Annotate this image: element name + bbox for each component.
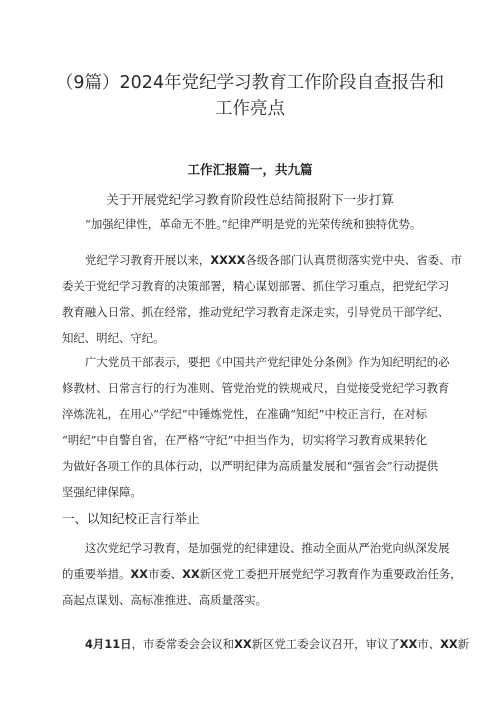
paragraph-2-line-5: 为做好各项工作的具体行动，以严明纪律为高质量发展和“强省会”行动提供 bbox=[62, 459, 439, 473]
redacted-placeholder: XX bbox=[440, 637, 458, 651]
redacted-placeholder: XXXX bbox=[210, 253, 246, 267]
paragraph-3 bbox=[62, 535, 462, 613]
quote-paragraph bbox=[62, 214, 454, 234]
document-title bbox=[40, 70, 460, 122]
paragraph-3-line-2: 的重要举措。XX市委、XX新区党工委把开展党纪学习教育作为重要政治任务， bbox=[62, 567, 462, 581]
report-title: 关于开展党纪学习教育阶段性总结简报附下一步打算 bbox=[106, 192, 394, 207]
paragraph-1 bbox=[62, 247, 462, 351]
paragraph-4 bbox=[62, 631, 470, 657]
title-line-1: （9篇）2024年党纪学习教育工作阶段自查报告和 bbox=[55, 73, 445, 93]
paragraph-2-line-1: 广大党员干部表示，要把《中国共产党纪律处分条例》作为知纪明纪的必 bbox=[85, 355, 450, 369]
date-label: 4月11日 bbox=[85, 637, 132, 651]
paragraph-2-line-4: “明纪”中自警自省，在严格“守纪”中担当作为，切实将学习教育成果转化 bbox=[62, 433, 428, 447]
section-heading: 工作汇报篇一，共九篇 bbox=[187, 162, 313, 177]
title-line-2: 工作亮点 bbox=[215, 99, 285, 119]
redacted-placeholder: XX bbox=[234, 637, 252, 651]
paragraph-3-line-1: 这次党纪学习教育，是加强党的纪律建设、推动全面从严治党向纵深发展 bbox=[85, 541, 450, 555]
paragraph-1-line-1: 党纪学习教育开展以来，XXXX各级各部门认真贯彻落实党中央、省委、市 bbox=[85, 253, 462, 267]
redacted-placeholder: XX bbox=[130, 567, 148, 581]
paragraph-4-line-1: 4月11日，市委常委会会议和XX新区党工委会议召开，审议了XX市、XX新 bbox=[85, 637, 470, 651]
paragraph-3-line-3: 高起点谋划、高标准推进、高质量落实。 bbox=[62, 593, 268, 607]
paragraph-2-line-2: 修教材、日常言行的行为准则、管党治党的铁规戒尺，自觉接受党纪学习教育 bbox=[62, 381, 450, 395]
paragraph-2-line-6: 坚强纪律保障。 bbox=[62, 485, 142, 499]
paragraph-1-line-3: 教育融入日常、抓在经常，推动党纪学习教育走深走实，引导党员干部学纪、 bbox=[62, 305, 450, 319]
redacted-placeholder: XX bbox=[399, 637, 418, 651]
paragraph-2-line-3: 淬炼洗礼，在用心“学纪”中锤炼党性，在准确“知纪”中校正言行，在对标 bbox=[62, 407, 428, 421]
paragraph-1-line-4: 知纪、明纪、守纪。 bbox=[62, 331, 165, 345]
paragraph-2 bbox=[62, 349, 454, 505]
section-1-heading: 一、以知纪校正言行举止 bbox=[62, 511, 200, 526]
paragraph-1-line-2: 委关于党纪学习教育的决策部署，精心谋划部署、抓住学习重点，把党纪学习 bbox=[62, 279, 450, 293]
quote-line: “加强纪律性，革命无不胜。”纪律严明是党的光荣传统和独特优势。 bbox=[85, 217, 422, 231]
redacted-placeholder: XX bbox=[182, 567, 200, 581]
